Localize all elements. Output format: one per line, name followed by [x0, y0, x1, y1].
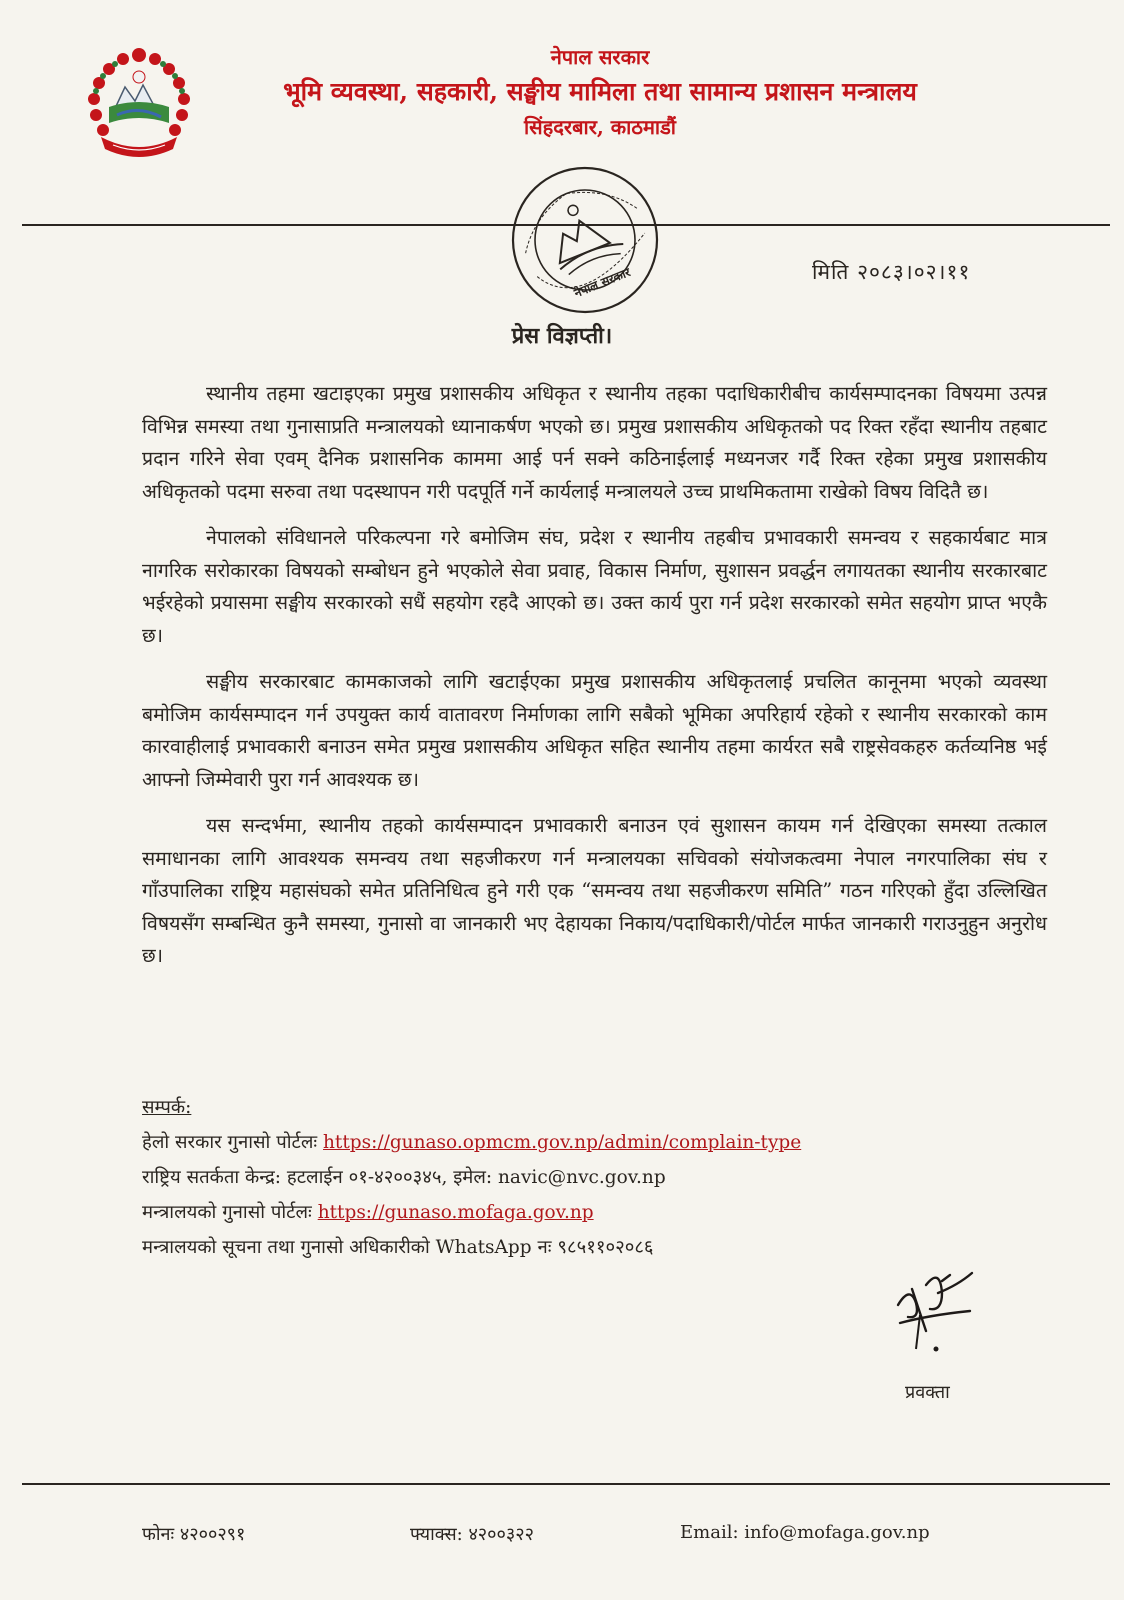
- footer-email: Email: info@mofaga.gov.np: [680, 1522, 930, 1543]
- contact-heading: सम्पर्क:: [142, 1097, 192, 1118]
- contact-line-ministry-portal: [142, 1195, 942, 1230]
- ministry-portal-label: मन्त्रालयको गुनासो पोर्टलः: [142, 1202, 312, 1223]
- issue-date: मिति २०८३।०२।११: [812, 260, 971, 284]
- ministry-address: सिंहदरबार, काठमाडौं: [523, 115, 676, 139]
- spokesperson-title: प्रवक्ता: [905, 1382, 950, 1403]
- ministry-seal-icon: [505, 160, 665, 320]
- contact-line-whatsapp: मन्त्रालयको सूचना तथा गुनासो अधिकारीको WhatsApp नः ९८५११०२०८६: [142, 1237, 654, 1258]
- signature-mark: [880, 1245, 990, 1385]
- document-title: प्रेस विज्ञप्ती।: [511, 323, 613, 349]
- ministry-name: भूमि व्यवस्था, सहकारी, सङ्घीय मामिला तथा सामान्य प्रशासन मन्त्रालय: [283, 77, 917, 106]
- nepal-emblem-icon: [83, 45, 195, 163]
- paragraph: स्थानीय तहमा खटाइएका प्रमुख प्रशासकीय अधिकृत र स्थानीय तहका पदाधिकारीबीच कार्यसम्पादनका विषयमा उत्पन्न विभिन्न समस्या तथा गुनासाप्रति मन्त्रालयको ध्यानाकर्षण भएको छ। प्रमुख प्रशासकीय अधिकृतको पद रिक्त रहँदा स्थानीय तहबाट प्रदान गरिने सेवा एवम् दैनिक प्रशासनिक काममा आई पर्न सक्ने कठिनाईलाई मध्यनजर गर्दै रिक्त रहेका प्रमुख प्रशासकीय अधिकृतको पदमा सरुवा तथा पदस्थापन गरी पदपूर्ति गर्ने कार्यलाई मन्त्रालयले उच्च प्राथमिकतामा राखेको विषय विदितै छ।: [142, 382, 1047, 503]
- contact-line-hello-sarkar: [142, 1125, 942, 1160]
- contact-section: [142, 1090, 942, 1265]
- hello-sarkar-label: हेलो सरकार गुनासो पोर्टलः: [142, 1132, 318, 1153]
- government-name: नेपाल सरकार: [550, 45, 650, 69]
- footer-fax: फ्याक्स: ४२००३२२: [410, 1524, 534, 1545]
- hello-sarkar-link[interactable]: https://gunaso.opmcm.gov.np/admin/complain-type: [323, 1132, 802, 1153]
- paragraph: सङ्घीय सरकारबाट कामकाजको लागि खटाईएका प्रमुख प्रशासकीय अधिकृतलाई प्रचलित कानूनमा भएको व्यवस्था बमोजिम कार्यसम्पादन गर्न उपयुक्त कार्य वातावरण निर्माणका लागि सबैको भूमिका अपरिहार्य रहेको र स्थानीय सरकारको काम कारवाहीलाई प्रभावकारी बनाउन समेत प्रमुख प्रशासकीय अधिकृत सहित स्थानीय तहमा कार्यरत सबै राष्ट्रसेवकहरु कर्तव्यनिष्ठ भई आफ्नो जिम्मेवारी पुरा गर्न आवश्यक छ।: [142, 670, 1047, 791]
- paragraph: यस सन्दर्भमा, स्थानीय तहको कार्यसम्पादन प्रभावकारी बनाउन एवं सुशासन कायम गर्न देखिएका समस्या तत्काल समाधानका लागि आवश्यक समन्वय तथा सहजीकरण गर्न मन्त्रालयका सचिवको संयोजकत्वमा नेपाल नगरपालिका संघ र गाँउपालिका राष्ट्रिय महासंघको समेत प्रतिनिधित्व हुने गरी एक “समन्वय तथा सहजीकरण समिति” गठन गरिएको हुँदा उल्लिखित विषयसँग सम्बन्धित कुनै समस्या, गुनासो वा जानकारी भए देहायका निकाय/पदाधिकारी/पोर्टल मार्फत जानकारी गराउनुहुन अनुरोध छ।: [142, 814, 1047, 967]
- contact-line-nvc: राष्ट्रिय सतर्कता केन्द्र: हटलाईन ०१-४२००३४५, इमेल: navic@nvc.gov.np: [142, 1167, 666, 1188]
- letterhead: [200, 42, 1000, 142]
- press-release-body: [142, 378, 1047, 987]
- paragraph: नेपालको संविधानले परिकल्पना गरे बमोजिम संघ, प्रदेश र स्थानीय तहबीच प्रभावकारी समन्वय र सहकार्यबाट मात्र नागरिक सरोकारका विषयको सम्बोधन हुने भएकोले सेवा प्रवाह, विकास निर्माण, सुशासन प्रवर्द्धन लगायतका स्थानीय सरकारबाट भईरहेको प्रयासमा सङ्घीय सरकारको सधैं सहयोग रहदै आएको छ। उक्त कार्य पुरा गर्न प्रदेश सरकारको समेत सहयोग प्राप्त भएकै छ।: [142, 526, 1047, 647]
- seal-text: नेपाल सरकार: [572, 265, 633, 301]
- footer-phone: फोनः ४२००२९१: [142, 1524, 246, 1545]
- footer-divider: [22, 1483, 1110, 1485]
- ministry-portal-link[interactable]: https://gunaso.mofaga.gov.np: [317, 1202, 594, 1223]
